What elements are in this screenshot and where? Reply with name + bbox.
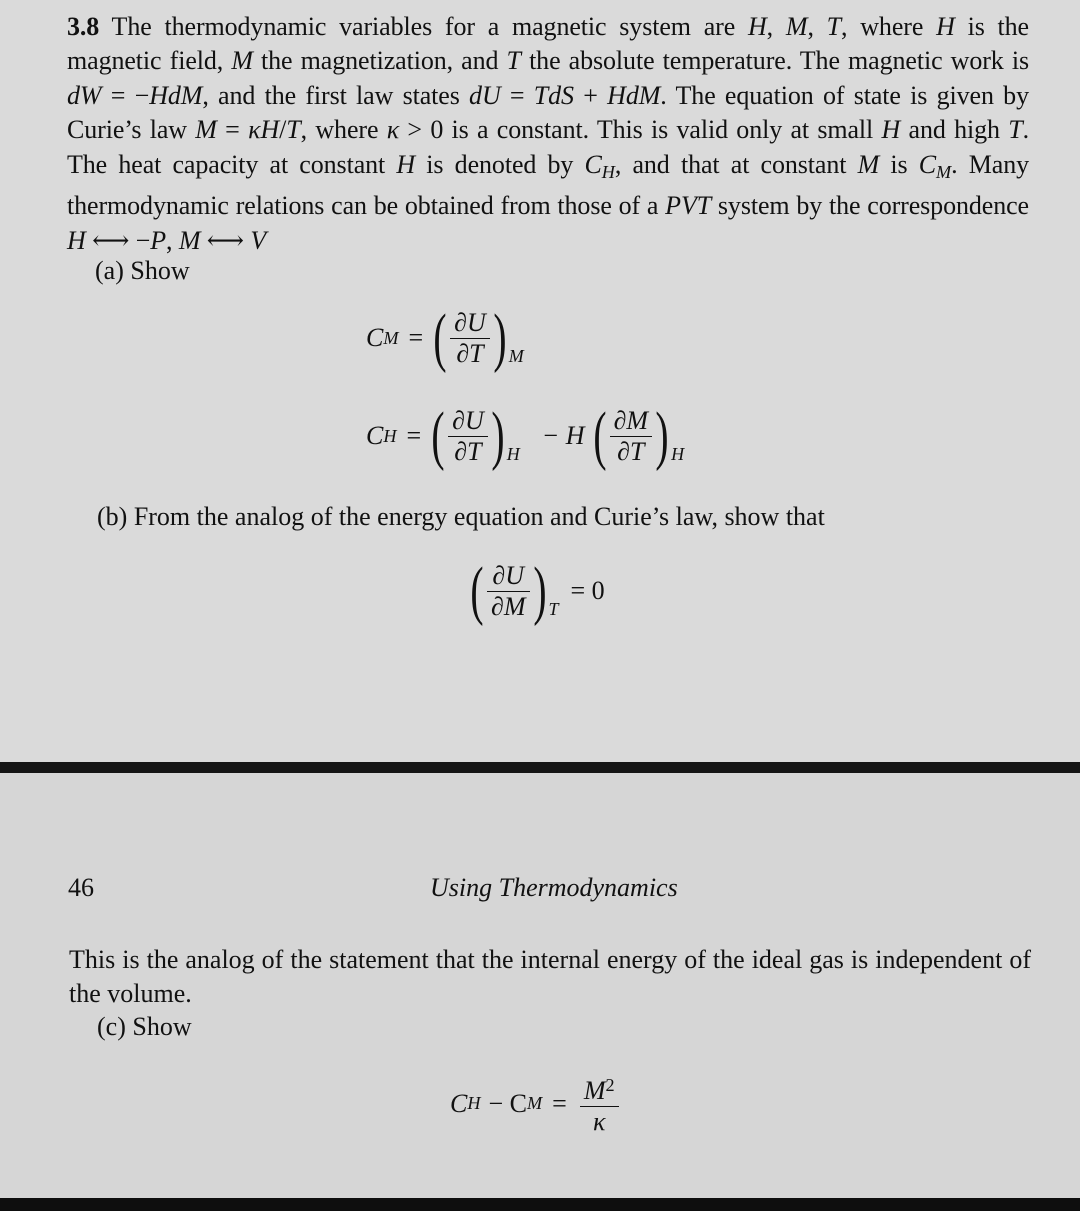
equation-ch: C H = ( $\frac{\partial U}{\partial T}$ ) H − H ( $\frac{\partial M}{\partial T}$ ) H [366, 399, 685, 472]
page-divider [0, 762, 1080, 773]
part-a-label: (a) Show [95, 256, 190, 285]
problem-statement: 3.8 The thermodynamic variables for a magnetic system are H, M, T, where H is the magnetic field, M the magnetization, and T the absolute temperature. The magnetic work is dW = −HdM, and the first law states dU = TdS + HdM. The equation of state is given by Curie’s law M = κH/T, where κ > 0 is a constant. This is valid only at small H and high T. The heat capacity at constant H is denoted by $C_H$, and that at constant M is $C_M$. Many thermodynamic relations can be obtained from those of a PVT system by the correspondence H ⟷ −P, M ⟷ V [67, 12, 1030, 255]
equation-du-dm: ( $\frac{\partial U}{\partial M}$ ) T = 0 [470, 554, 605, 627]
equation-cm: C M = ( $\frac{\partial U}{\partial T}$ ) M [366, 301, 524, 374]
problem-number: 3.8 [67, 12, 100, 41]
part-c-label: (c) Show [97, 1012, 192, 1041]
part-b-label: (b) From the analog of the energy equation and Curie’s law, show that [97, 502, 825, 531]
bottom-edge [0, 1198, 1080, 1211]
page-number: 46 [68, 873, 94, 902]
equation-ch-cm: C H − C M = $\frac{M^2}{\kappa}$ [450, 1070, 622, 1137]
continuation-text: This is the analog of the statement that the internal energy of the ideal gas is independent of the volume. [69, 945, 1031, 1009]
running-head: Using Thermodynamics [430, 873, 678, 902]
